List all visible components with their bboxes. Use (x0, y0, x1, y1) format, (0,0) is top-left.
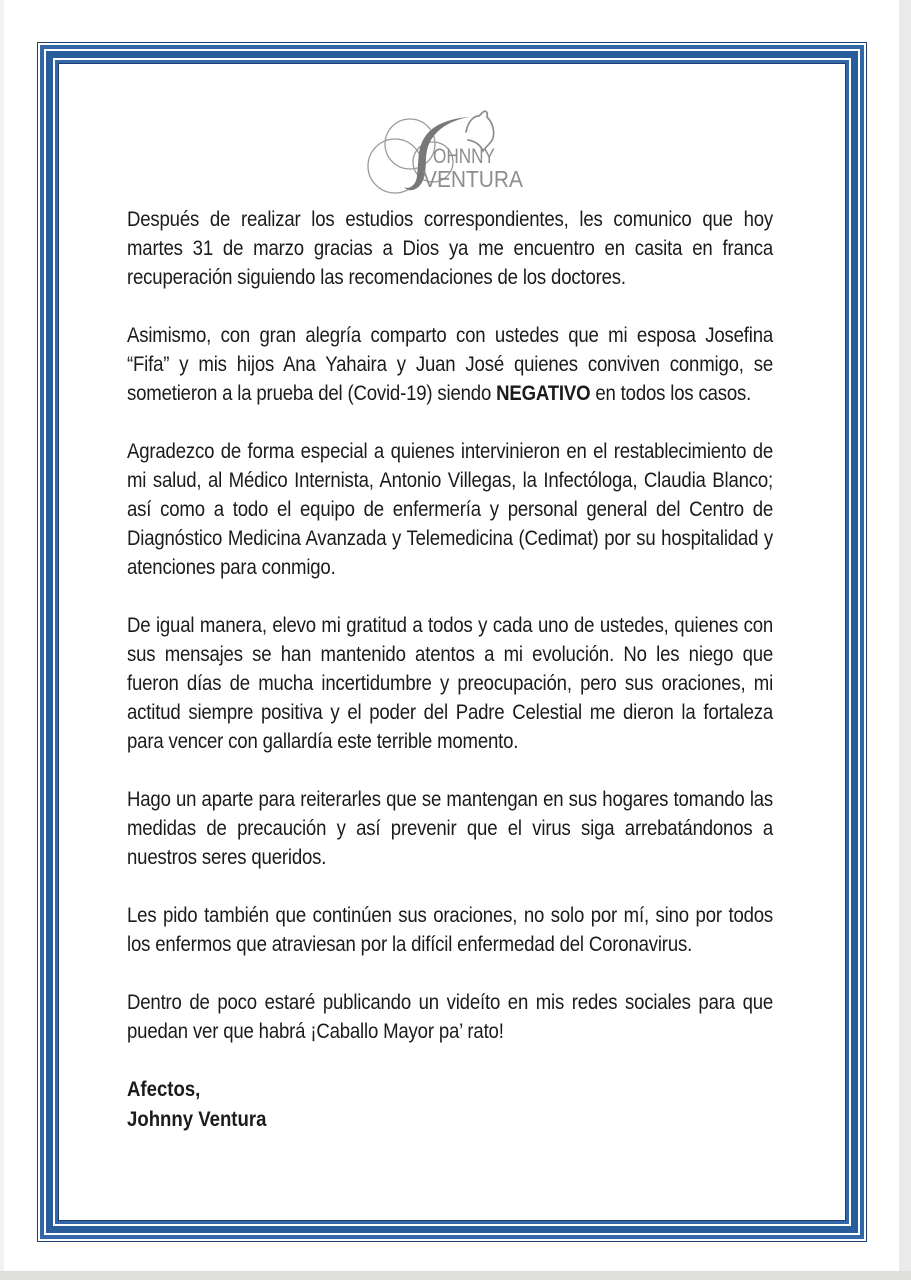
paragraph-family-tests-text: Asimismo, con gran alegría comparto con ustedes que mi esposa Josefina “Fifa” y mis hijos Ana Yahaira y Juan José quienes conviven conmigo, se sometieron a la prueba del (Covid-19) siendo (127, 324, 774, 405)
signature-block (127, 1075, 773, 1135)
letter-content (59, 110, 845, 1135)
paragraph-thanks-doctors: Agradezco de forma especial a quienes intervinieron en el restablecimiento de mi salud, al Médico Internista, Antonio Villegas, la Infectóloga, Claudia Blanco; así como a todo el equipo de enfermería y personal general del Centro de Diagnóstico Medicina Avanzada y Telemedicina (Cedimat) por su hospitalidad y atenciones para conmigo. (127, 440, 774, 579)
border-line-4 (55, 60, 849, 1224)
decorative-border-frame (37, 42, 867, 1242)
signature-closing: Afectos, (127, 1078, 201, 1101)
paragraph-family-tests (127, 321, 773, 408)
paragraph-family-tests-end: en todos los casos. (590, 382, 752, 405)
border-line-2 (40, 45, 864, 1239)
paragraph-prayers: Les pido también que continúen sus oraciones, no solo por mí, sino por todos los enfermos que atraviesan por la difícil enfermedad del Coronavirus. (127, 904, 774, 956)
signature-name: Johnny Ventura (127, 1108, 267, 1131)
logo-text-ventura: VENTURA (422, 166, 524, 192)
paragraph-stay-home: Hago un aparte para reiterarles que se mantengan en sus hogares tomando las medidas de precaución y así prevenir que el virus siga arrebatándonos a nuestros seres queridos. (127, 788, 774, 869)
paragraph-recovery: Después de realizar los estudios correspondientes, les comunico que hoy martes 31 de marzo gracias a Dios ya me encuentro en casita en franca recuperación siguiendo las recomendaciones de los doctores. (127, 208, 774, 289)
border-line-3 (46, 51, 858, 1233)
paragraph-video-announcement: Dentro de poco estaré publicando un videíto en mis redes sociales para que puedan ver que habrá ¡Caballo Mayor pa’ rato! (127, 991, 774, 1043)
page-edge-right (899, 0, 911, 1280)
negative-result-emphasis: NEGATIVO (496, 382, 591, 405)
page-edge-bottom (0, 1271, 911, 1280)
logo-text-ohnny: OHNNY (432, 145, 495, 168)
letter-body (127, 205, 773, 1135)
paragraph-gratitude-public: De igual manera, elevo mi gratitud a todos y cada uno de ustedes, quienes con sus mensajes se han mantenido atentos a mi evolución. No les niego que fueron días de mucha incertidumbre y preocupación, pero sus oraciones, mi actitud siempre positiva y el poder del Padre Celestial me dieron la fortaleza para vencer con gallardía este terrible momento. (127, 614, 774, 753)
johnny-ventura-logo (365, 110, 540, 195)
border-line-inner (58, 63, 846, 1221)
page-edge-left (0, 0, 4, 1280)
